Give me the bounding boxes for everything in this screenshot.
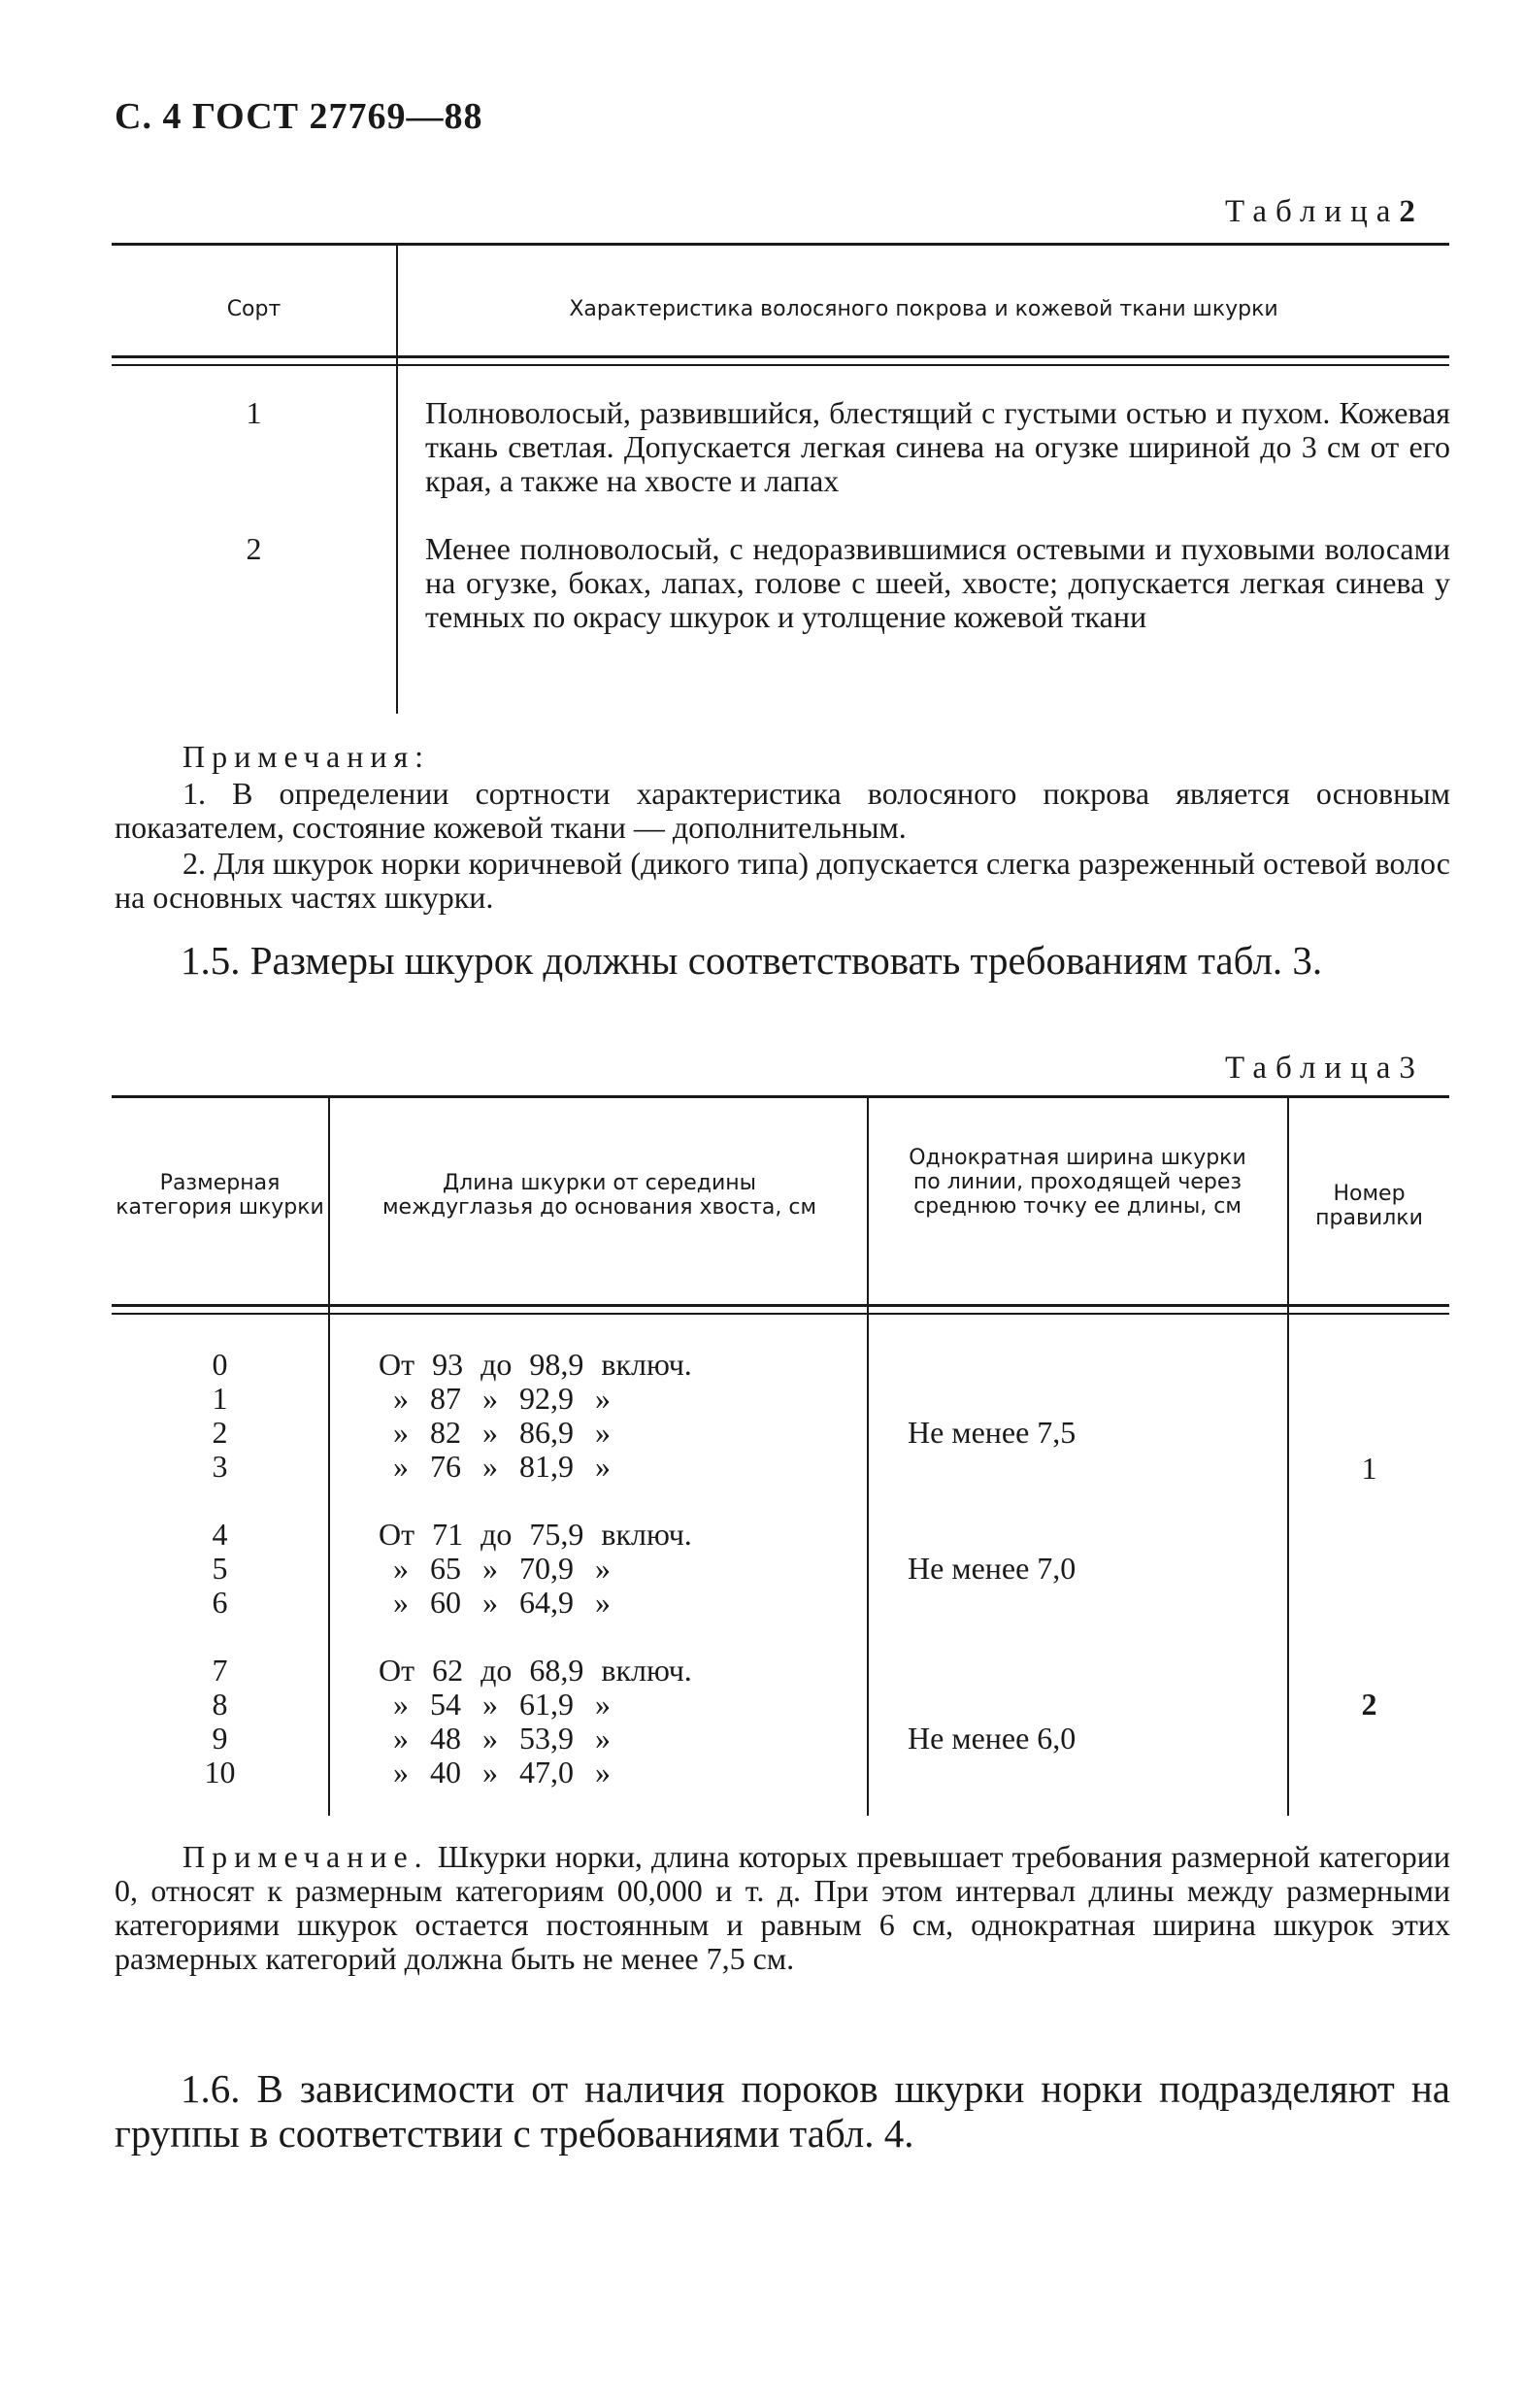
table2-caption-number: 2 <box>1399 194 1415 229</box>
table3-frame-2: 2 <box>1361 1687 1377 1722</box>
table3-category-4: 4 <box>212 1517 228 1552</box>
table3-header-width: Однократная ширина шкурки по линии, проходящей через среднюю точку ее длины, см <box>909 1146 1246 1219</box>
table2-note-1: 1. В определении сортности характеристика волосяного покрова является основным показателем, состояние кожевой ткани — дополнительным. <box>115 776 1450 845</box>
table3-length-0: От 93 до 98,9 включ. <box>379 1347 692 1382</box>
table3-header-frame: Номер правилки <box>1315 1182 1423 1230</box>
table3-width-2: Не менее 7,0 <box>908 1551 1077 1586</box>
table2-header-rule <box>112 355 1449 366</box>
table2-text-2: Менее полноволосый, с недоразвившимися остевыми и пуховыми волосами на огузке, боках, лапах, голове с шеей, хвосте; допускается легкая синева у темных по окрасу шкурок и утолщение кожевой ткани <box>425 531 1450 634</box>
table3-width-3: Не менее 6,0 <box>908 1721 1077 1756</box>
table3-length-4: От 71 до 75,9 включ. <box>379 1517 692 1552</box>
paragraph-1-5: 1.5. Размеры шкурок должны соответствовать требованиям табл. 3. <box>181 938 1323 983</box>
table2-caption <box>1225 194 1415 230</box>
table3-header-rule <box>112 1304 1449 1315</box>
table3-length-10: » 40 » 47,0 » <box>393 1755 611 1789</box>
table3-category-0: 0 <box>212 1347 228 1382</box>
table3-category-9: 9 <box>212 1721 228 1756</box>
table2-note-2: 2. Для шкурок норки коричневой (дикого типа) допускается слегка разреженный остевой волос на основных частях шкурки. <box>115 846 1450 915</box>
table3-length-3: » 76 » 81,9 » <box>393 1449 611 1484</box>
paragraph-1-6: 1.6. В зависимости от наличия пороков шкурки норки подразделяют на группы в соответствии с требованиями табл. 4. <box>115 2066 1450 2156</box>
table3-length-8: » 54 » 61,9 » <box>393 1687 611 1722</box>
table2-caption-word: Таблица <box>1225 194 1400 229</box>
table3-category-1: 1 <box>212 1381 228 1416</box>
table3-category-5: 5 <box>212 1551 228 1586</box>
table3-note-title: Примечание. <box>182 1839 429 1874</box>
table3-note-text: Шкурки норки, длина которых превышает требования размерной категории 0, относят к размерным категориям 00,000 и т. д. При этом интервал длины между размерными категориями шкурок остается постоянным и равным 6 см, однократная ширина шкурок этих размерных категорий должна быть не менее 7,5 см. <box>115 1839 1451 1976</box>
table3-caption-word: Таблица <box>1225 1051 1400 1086</box>
table3-category-7: 7 <box>212 1653 228 1688</box>
table2-grade-1: 1 <box>246 395 262 430</box>
table2-header-grade: Сорт <box>226 297 282 321</box>
table3-length-6: » 60 » 64,9 » <box>393 1585 611 1620</box>
table3-col-divider-2 <box>867 1097 869 1816</box>
table3-category-3: 3 <box>212 1449 228 1484</box>
table3-note <box>115 1840 1450 1976</box>
table3-length-5: » 65 » 70,9 » <box>393 1551 611 1586</box>
table3-category-2: 2 <box>212 1415 228 1450</box>
table3-width-1: Не менее 7,5 <box>908 1415 1077 1450</box>
table3-frame-1: 1 <box>1361 1451 1377 1486</box>
table3-length-9: » 48 » 53,9 » <box>393 1721 611 1756</box>
table3-category-10: 10 <box>204 1755 236 1789</box>
table3-caption <box>1225 1051 1424 1087</box>
table3-category-8: 8 <box>212 1687 228 1722</box>
table2-text-1: Полноволосый, развившийся, блестящий с густыми остью и пухом. Кожевая ткань светлая. Допускается легкая синева на огузке шириной до 3 см от его края, а также на хвосте и лапах <box>425 395 1450 498</box>
table2-notes-title: Примечания: <box>182 739 431 774</box>
table3-length-7: От 62 до 68,9 включ. <box>379 1653 692 1688</box>
table3-length-1: » 87 » 92,9 » <box>393 1381 611 1416</box>
table3-top-rule <box>112 1095 1449 1098</box>
table2-top-rule <box>112 243 1449 246</box>
table2-grade-2: 2 <box>246 531 262 566</box>
table3-header-length: Длина шкурки от середины междуглазья до основания хвоста, см <box>381 1171 817 1220</box>
table3-col-divider-1 <box>328 1097 330 1816</box>
table3-caption-number: 3 <box>1399 1051 1424 1086</box>
table3-category-6: 6 <box>212 1585 228 1620</box>
table2-header-characteristic: Характеристика волосяного покрова и кожевой ткани шкурки <box>569 297 1278 321</box>
page-header: С. 4 ГОСТ 27769—88 <box>115 96 483 137</box>
table3-length-2: » 82 » 86,9 » <box>393 1415 611 1450</box>
table3-header-size-category: Размерная категория шкурки <box>116 1171 324 1220</box>
